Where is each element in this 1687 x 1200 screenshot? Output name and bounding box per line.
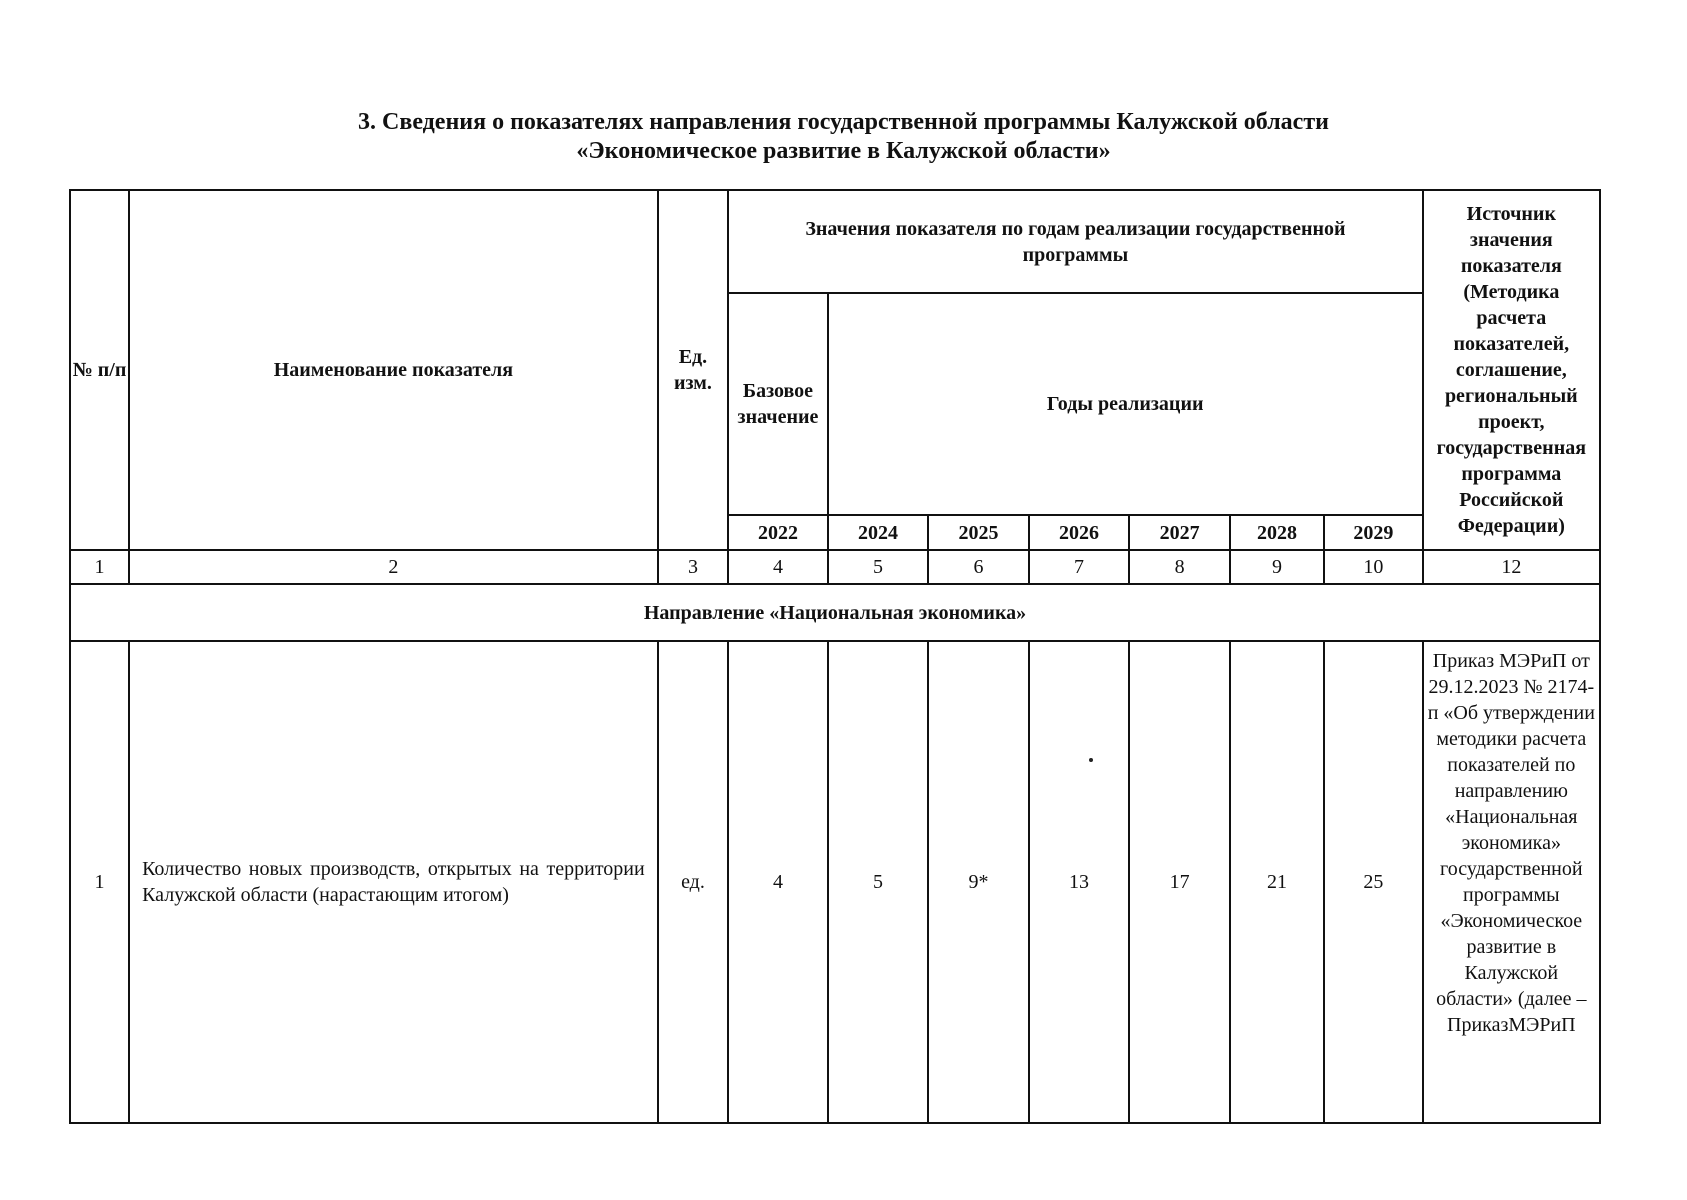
header-num: № п/п — [70, 190, 129, 550]
year-cell: 2029 — [1324, 515, 1423, 550]
row-value-2024: 5 — [828, 641, 929, 1123]
row-value-2025: 9* — [928, 641, 1029, 1123]
row-source: Приказ МЭРиП от 29.12.2023 № 2174-п «Об утверждении методики расчета показателей по направлению «Национальная экономика» государственной программы «Экономическое развитие в Калужской области» (далее – ПриказМЭРиП — [1423, 641, 1600, 1123]
header-base: Базовое значение — [728, 293, 828, 515]
title-line-1: 3. Сведения о показателях направления государственной программы Калужской области — [358, 109, 1329, 135]
row-unit: ед. — [658, 641, 728, 1123]
col-number: 12 — [1423, 550, 1600, 584]
section-row: Направление «Национальная экономика» — [70, 584, 1600, 641]
col-number: 10 — [1324, 550, 1423, 584]
header-unit: Ед. изм. — [658, 190, 728, 550]
row-value-2026: 13 — [1029, 641, 1130, 1123]
row-name: Количество новых производств, открытых на территории Калужской области (нарастающим итогом) — [129, 641, 658, 1123]
year-cell: 2026 — [1029, 515, 1130, 550]
col-number: 3 — [658, 550, 728, 584]
header-name: Наименование показателя — [129, 190, 658, 550]
col-number: 5 — [828, 550, 929, 584]
col-number: 4 — [728, 550, 828, 584]
col-number: 6 — [928, 550, 1029, 584]
header-years-label: Годы реализации — [828, 293, 1423, 515]
table-row — [70, 641, 1600, 1123]
col-number: 8 — [1129, 550, 1230, 584]
row-value-2029: 25 — [1324, 641, 1423, 1123]
col-number: 2 — [129, 550, 658, 584]
row-value-base: 4 — [728, 641, 828, 1123]
year-cell: 2022 — [728, 515, 828, 550]
header-values-group: Значения показателя по годам реализации государственной программы — [728, 190, 1422, 293]
col-number: 7 — [1029, 550, 1130, 584]
document-title — [0, 108, 1687, 166]
indicators-table — [69, 189, 1601, 1124]
col-number: 9 — [1230, 550, 1324, 584]
header-source: Источник значения показателя (Методика расчета показателей, соглашение, региональный проект, государственная программа Российской Федерации) — [1423, 190, 1600, 550]
scan-dot-mark — [1089, 758, 1093, 762]
row-num: 1 — [70, 641, 129, 1123]
year-cell: 2027 — [1129, 515, 1230, 550]
year-cell: 2025 — [928, 515, 1029, 550]
row-value-2028: 21 — [1230, 641, 1324, 1123]
row-value-2027: 17 — [1129, 641, 1230, 1123]
col-number: 1 — [70, 550, 129, 584]
title-line-2: «Экономическое развитие в Калужской области» — [576, 138, 1111, 164]
year-cell: 2028 — [1230, 515, 1324, 550]
year-cell: 2024 — [828, 515, 929, 550]
